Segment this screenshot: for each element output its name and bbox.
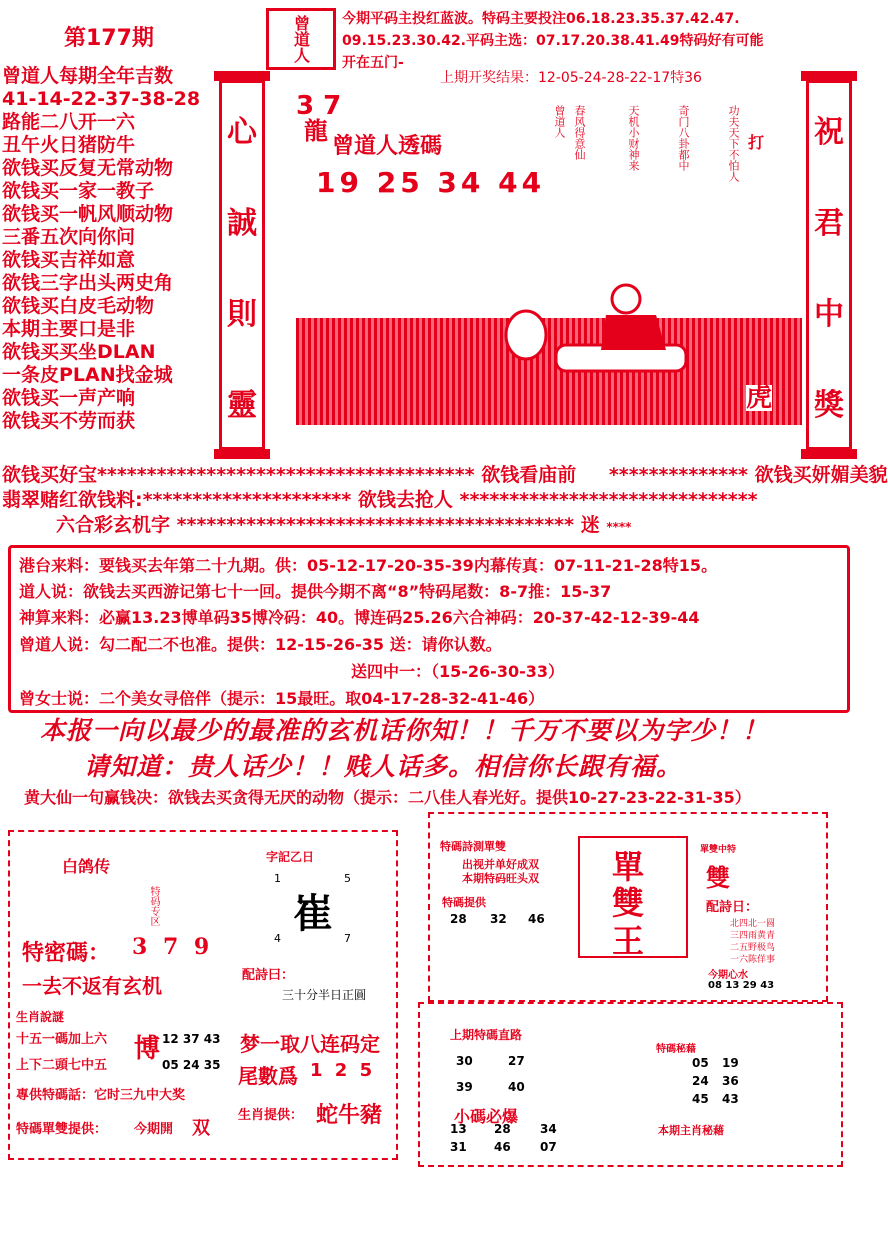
slogan-line-2: 请知道：贵人话少！！贱人话多。相信你长跟有福。 bbox=[84, 752, 683, 781]
center-picture bbox=[296, 85, 802, 425]
sep-text: 翡翠赌红欲钱料:********************* bbox=[2, 489, 352, 511]
grid-num: 46 bbox=[494, 1140, 511, 1154]
info-row bbox=[19, 579, 611, 602]
big-shuang: 雙 bbox=[612, 884, 645, 922]
grid-num: 43 bbox=[722, 1092, 739, 1106]
left-line: 欲钱买白皮毛动物 bbox=[2, 295, 155, 317]
left-line: 欲钱买反复无常动物 bbox=[2, 157, 174, 179]
info-value: 勾二配二不也准。提供：12-15-26-35 送：请你认数。 bbox=[99, 635, 502, 654]
grid-num: 07 bbox=[540, 1140, 557, 1154]
info-box bbox=[8, 545, 850, 713]
scroll-char: 心 bbox=[227, 114, 257, 150]
sep-text: 六合彩玄机字 **************************************** bbox=[56, 514, 575, 536]
weishu-label: 尾數爲 bbox=[238, 1064, 298, 1088]
scroll-right bbox=[806, 80, 852, 450]
meng-line: 梦一取八连码定 bbox=[240, 1032, 380, 1056]
left-line: 欲钱买一帆风顺动物 bbox=[2, 203, 174, 225]
grid-num: 31 bbox=[450, 1140, 467, 1154]
grid-num: 27 bbox=[508, 1054, 525, 1068]
info-key: 曾道人说： bbox=[19, 635, 100, 654]
grid-num: 34 bbox=[540, 1122, 557, 1136]
last-result: 上期开奖结果：12-05-24-28-22-17特36 bbox=[440, 70, 702, 86]
bottom-right-panel-bottom bbox=[418, 1002, 843, 1167]
sx-provide-label: 生肖提供： bbox=[238, 1108, 304, 1123]
corner-number: 1 bbox=[274, 872, 281, 885]
yiqu-line: 一去不返有玄机 bbox=[22, 974, 162, 998]
corner-number: 5 bbox=[344, 872, 351, 885]
scroll-char: 中 bbox=[814, 296, 844, 332]
weishu-value: 1 2 5 bbox=[310, 1060, 376, 1081]
huang-daxian-line: 黄大仙一句赢钱决：欲钱去买贪得无厌的动物（提示：二八佳人春光好。提供10-27-23-22-31-35） bbox=[24, 788, 751, 807]
verse-text: 功夫天下不怕人 bbox=[727, 105, 740, 182]
left-line: 欲钱买不劳而获 bbox=[2, 410, 136, 432]
baige-title: 白鸽传 bbox=[62, 857, 111, 876]
issue-number: 第177期 bbox=[64, 26, 154, 51]
scroll-rod bbox=[801, 71, 857, 81]
sx-line-1: 十五一碼加上六 bbox=[16, 1032, 108, 1047]
info-value: 二个美女寻倍伴（提示：15最旺。取04-17-28-32-41-46） bbox=[99, 689, 545, 708]
shi-title: 特碼詩測單雙 bbox=[440, 840, 506, 853]
dragon-char: 龍 bbox=[304, 117, 328, 145]
shi-line-2: 本期特码旺头双 bbox=[462, 872, 539, 885]
verse-text: 曾道人 bbox=[553, 105, 566, 138]
te-num: 46 bbox=[528, 912, 545, 926]
slogan-line-1: 本报一向以最少的最准的玄机话你知！！千万不要以为字少！！ bbox=[40, 716, 769, 745]
info-row bbox=[19, 632, 502, 655]
big-character: 崔 bbox=[293, 890, 333, 937]
grid-num: 45 bbox=[692, 1092, 709, 1106]
info-key: 港台来料： bbox=[19, 556, 100, 575]
te-num: 32 bbox=[490, 912, 507, 926]
corner-number: 7 bbox=[344, 932, 351, 945]
separator-line-1 bbox=[2, 466, 888, 485]
bottom-left-panel bbox=[8, 830, 398, 1160]
grid-num: 40 bbox=[508, 1080, 525, 1094]
scroll-char: 君 bbox=[814, 205, 844, 241]
sep-text: 迷 bbox=[580, 514, 600, 536]
separator-line-2 bbox=[2, 491, 758, 510]
bottom-right-panel-top bbox=[428, 812, 828, 1002]
bo-row-1: 12 37 43 bbox=[162, 1032, 221, 1046]
shi-line-1: 出视并单好成双 bbox=[462, 858, 539, 871]
left-column bbox=[2, 65, 232, 433]
scroll-rod bbox=[801, 449, 857, 459]
te-mi-value: 3 7 9 bbox=[132, 934, 214, 960]
info-key: 曾女士说： bbox=[19, 689, 100, 708]
sep-text: ****************************** bbox=[459, 489, 758, 511]
info-key: 道人说： bbox=[19, 582, 84, 601]
grid-num: 30 bbox=[456, 1054, 473, 1068]
left-line: 欲钱三字出头两史角 bbox=[2, 272, 174, 294]
headline bbox=[342, 8, 832, 74]
ben-qi-title: 本期主肖秘藉 bbox=[658, 1124, 724, 1137]
left-line: 欲钱买吉祥如意 bbox=[2, 249, 136, 271]
dan-jin: 今期開 bbox=[134, 1122, 174, 1137]
corner-number: 4 bbox=[274, 932, 281, 945]
left-line: 三番五次向你问 bbox=[2, 226, 136, 248]
grid-num: 28 bbox=[494, 1122, 511, 1136]
pei-line: 一六陈佯事 bbox=[730, 955, 776, 965]
picture-numbers: 19 25 34 44 bbox=[316, 166, 546, 199]
scroll-char: 祝 bbox=[814, 114, 844, 150]
te-mi-label: 特密碼： bbox=[22, 941, 111, 966]
shang-title: 上期特碼直路 bbox=[450, 1028, 523, 1042]
info-row bbox=[351, 659, 564, 682]
headline-line-1: 今期平码主投红蓝波。特码主要投注06.18.23.35.37.42.47. bbox=[342, 11, 740, 27]
info-value: 欲钱去买西游记第七十一回。提供今期不离“8”特码尾数：8-7推：15-37 bbox=[83, 582, 612, 601]
scroll-char: 則 bbox=[227, 296, 257, 332]
grid-num: 24 bbox=[692, 1074, 709, 1088]
dan-label: 特碼單雙提供： bbox=[16, 1122, 108, 1137]
left-line: 路能二八开一六 bbox=[2, 111, 136, 133]
sx-title: 生肖說謎 bbox=[16, 1010, 65, 1024]
grid-num: 05 bbox=[692, 1056, 709, 1070]
scroll-char: 靈 bbox=[227, 387, 257, 423]
pei-line: 三四雨黄青 bbox=[730, 931, 776, 941]
left-line: 本期主要口是非 bbox=[2, 318, 136, 340]
left-line: 欲钱买一声产响 bbox=[2, 387, 136, 409]
sep-text: 欲钱去抢人 bbox=[357, 489, 453, 511]
grid-num: 19 bbox=[722, 1056, 739, 1070]
info-row bbox=[19, 553, 717, 576]
strike-char: 打 bbox=[748, 133, 765, 152]
sep-text: 欲钱买妍媚美貌 bbox=[754, 464, 888, 486]
dan-shuang-wang-box bbox=[578, 836, 688, 958]
pei-shi-label: 配詩曰： bbox=[242, 968, 295, 983]
grid-num: 13 bbox=[450, 1122, 467, 1136]
info-value: 必赢13.23博单码35博冷码：40。博连码25.26六合神码：20-37-42-12-39-44 bbox=[99, 608, 700, 627]
pei-shi-text: 三十分半日正圓 bbox=[282, 988, 367, 1002]
left-line: 一条皮PLAN找金城 bbox=[2, 364, 173, 386]
big-wang: 王 bbox=[612, 922, 645, 960]
logo bbox=[266, 8, 336, 70]
sep-text: **** bbox=[606, 520, 632, 534]
dan-shuang-title: 單雙中特 bbox=[700, 845, 737, 855]
left-line: 丑午火日猪防牛 bbox=[2, 134, 136, 156]
info-row bbox=[19, 605, 700, 628]
bo-row-2: 05 24 35 bbox=[162, 1058, 221, 1072]
picture-title: 曾道人透碼 bbox=[332, 133, 443, 159]
pei-line: 北四北一圆 bbox=[730, 919, 776, 929]
logo-text: 曾道人 bbox=[291, 15, 311, 63]
sep-text: 欲钱看庙前 bbox=[481, 464, 577, 486]
big-dan: 單 bbox=[612, 848, 645, 886]
left-line: 41-14-22-37-38-28 bbox=[2, 88, 201, 110]
figures-illustration bbox=[476, 275, 706, 385]
te-ma-title: 特碼秘藉 bbox=[656, 1044, 696, 1055]
bo-char: 博 bbox=[134, 1034, 161, 1064]
info-key: 神算来料： bbox=[19, 608, 100, 627]
grid-num: 39 bbox=[456, 1080, 473, 1094]
scroll-char: 誠 bbox=[227, 205, 257, 241]
scroll-left bbox=[219, 80, 265, 450]
grid-num: 36 bbox=[722, 1074, 739, 1088]
xiao-ma-title: 小碼必爆 bbox=[454, 1107, 519, 1126]
left-line: 欲钱买买坐DLAN bbox=[2, 341, 156, 363]
shuang-char: 雙 bbox=[706, 863, 730, 892]
info-row bbox=[19, 686, 544, 709]
zi-label: 字記乙日 bbox=[266, 850, 315, 864]
zhuan-line: 專供特碼話：它时三九中大奖 bbox=[16, 1088, 186, 1103]
te-num: 28 bbox=[450, 912, 467, 926]
picture-top-number: 3 7 bbox=[296, 91, 342, 121]
sx-provide-value: 蛇牛豬 bbox=[316, 1102, 383, 1128]
pei-shi-right: 配詩日： bbox=[706, 900, 759, 915]
info-value: 要钱买去年第二十九期。供：05-12-17-20-35-39内幕传真：07-11-21-28特15。 bbox=[99, 556, 718, 575]
separator-line-3 bbox=[56, 516, 631, 535]
left-line: 欲钱买一家一教子 bbox=[2, 180, 155, 202]
info-value: 送四中一：（15-26-30-33） bbox=[351, 662, 564, 681]
scroll-char: 獎 bbox=[814, 387, 844, 423]
headline-line-2: 09.15.23.30.42.平码主选：07.17.20.38.41.49特码好有可能 bbox=[342, 33, 764, 49]
te-ti-label: 特碼提供 bbox=[442, 896, 486, 909]
verse-text: 奇门八卦都中 bbox=[677, 105, 690, 171]
scroll-rod bbox=[214, 449, 270, 459]
jin-nums: 08 13 29 43 bbox=[708, 980, 775, 991]
dan-val: 双 bbox=[192, 1118, 210, 1139]
verse-text: 天机小财神来 bbox=[627, 105, 640, 171]
sx-line-2: 上下二頭七中五 bbox=[16, 1058, 108, 1073]
sep-text: ************** bbox=[608, 464, 748, 486]
sep-text: 欲钱买好宝************************************** bbox=[2, 464, 475, 486]
scroll-rod bbox=[214, 71, 270, 81]
verse-text: 春风得意仙 bbox=[573, 105, 586, 160]
headline-line-3: 开在五门- bbox=[342, 55, 404, 71]
teji-label: 特码专区 bbox=[148, 886, 159, 926]
tiger-char: 虎 bbox=[746, 383, 773, 413]
pei-line: 二五野极鸟 bbox=[730, 943, 776, 953]
jin-label: 今期心水 bbox=[708, 970, 748, 981]
left-line: 曾道人每期全年吉数 bbox=[2, 65, 174, 87]
